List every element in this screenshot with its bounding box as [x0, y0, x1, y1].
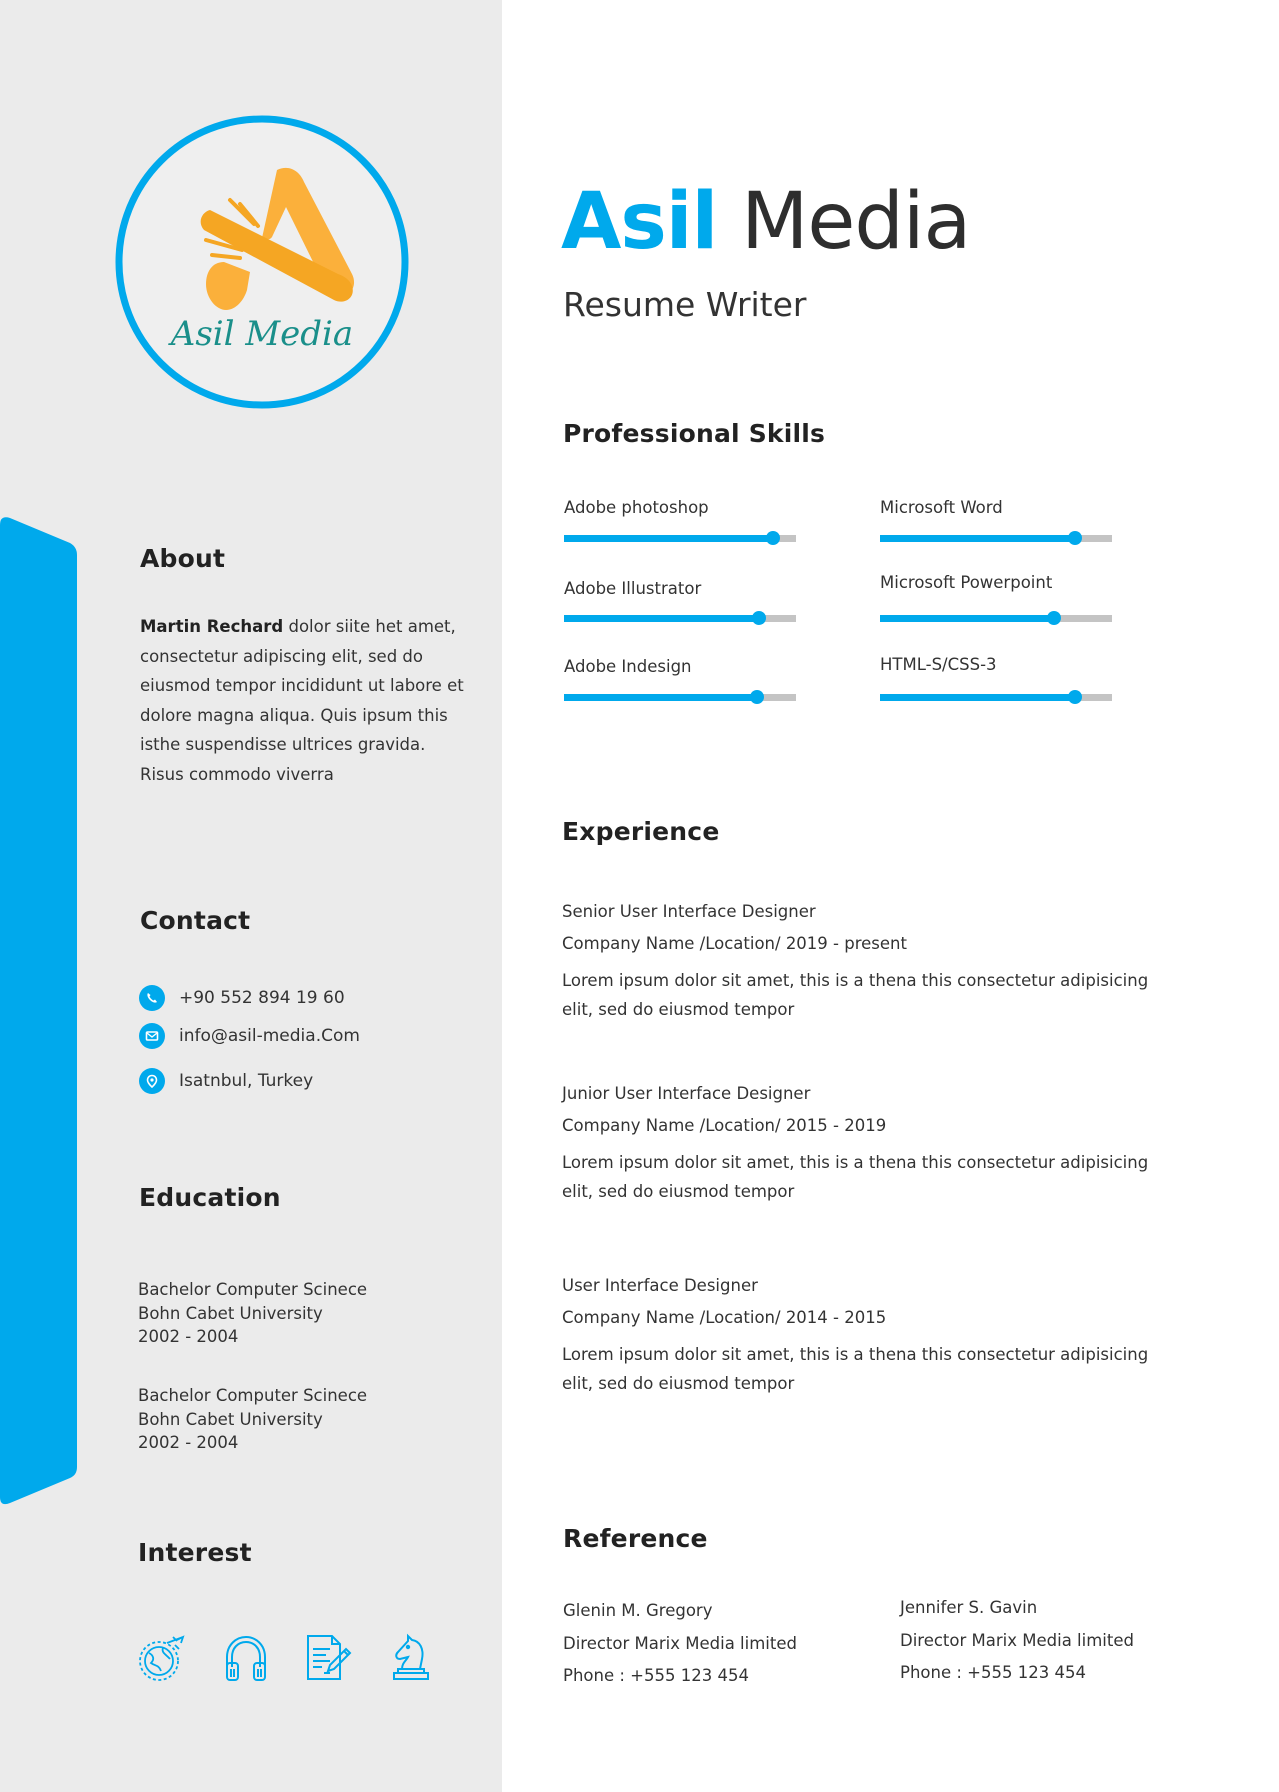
interest-heading: Interest [138, 1538, 252, 1567]
skill-bar-fill [880, 694, 1075, 701]
skill-bar [880, 535, 1112, 542]
logo [112, 112, 412, 412]
skill-bar-knob [750, 690, 764, 704]
accent-tab [0, 515, 80, 1507]
logo-text: Asil Media [170, 314, 354, 354]
reference-title: Director Marix Media limited [900, 1630, 1134, 1650]
reference-item [900, 1592, 1134, 1690]
experience-description: Lorem ipsum dolor sit amet, this is a thena this consectetur adipisicing elit, sed do eiusmod tempor [562, 1153, 1149, 1201]
writing-document-icon [304, 1633, 354, 1683]
contact-phone[interactable] [139, 985, 345, 1011]
skill-bar-knob [1047, 611, 1061, 625]
contact-location-text: Isatnbul, Turkey [179, 1071, 314, 1091]
skill-bar [564, 615, 796, 622]
skill-bar [564, 535, 796, 542]
chess-knight-icon [386, 1633, 436, 1683]
experience-item [562, 1270, 1182, 1398]
experience-item [562, 896, 1182, 1024]
title-first: Asil [561, 177, 718, 267]
skill-bar [564, 694, 796, 701]
skill-bar-knob [766, 531, 780, 545]
phone-icon [139, 985, 165, 1011]
skills-heading: Professional Skills [563, 419, 826, 448]
reference-title: Director Marix Media limited [563, 1633, 797, 1653]
reference-name: Glenin M. Gregory [563, 1601, 713, 1620]
skill-label: Adobe photoshop [564, 498, 709, 517]
experience-item [562, 1078, 1182, 1206]
education-school: Bohn Cabet University [138, 1303, 323, 1323]
reference-name: Jennifer S. Gavin [900, 1598, 1038, 1617]
contact-heading: Contact [140, 906, 251, 935]
about-text [140, 612, 470, 789]
job-title: Resume Writer [563, 285, 807, 324]
headphones-icon [221, 1633, 271, 1683]
contact-email[interactable] [139, 1023, 360, 1049]
skill-bar-knob [1068, 531, 1082, 545]
title-second: Media [741, 177, 971, 267]
experience-heading: Experience [562, 817, 720, 846]
skill-bar-knob [1068, 690, 1082, 704]
education-years: 2002 - 2004 [138, 1327, 239, 1346]
email-icon [139, 1023, 165, 1049]
education-heading: Education [139, 1183, 281, 1212]
skill-label: Microsoft Word [880, 498, 1003, 517]
contact-location [139, 1068, 313, 1094]
reference-phone: Phone : +555 123 454 [563, 1666, 749, 1685]
experience-role: Junior User Interface Designer [562, 1084, 811, 1103]
skill-label: Microsoft Powerpoint [880, 573, 1053, 592]
education-degree: Bachelor Computer Scinece [138, 1280, 368, 1299]
skill-bar-fill [880, 615, 1054, 622]
about-body: dolor siite het amet, consectetur adipiscing elit, sed do eiusmod tempor incididunt ut labore et dolore magna aliqua. Quis ipsum this isthe suspendisse ultrices gravida. Risus commodo viverra [140, 617, 464, 784]
about-heading: About [140, 544, 226, 573]
reference-heading: Reference [563, 1524, 708, 1553]
location-icon [139, 1068, 165, 1094]
skill-label: Adobe Indesign [564, 657, 692, 676]
education-item [138, 1278, 367, 1349]
contact-phone-text: +90 552 894 19 60 [179, 988, 345, 1008]
education-years: 2002 - 2004 [138, 1433, 239, 1452]
skill-label: Adobe Illustrator [564, 579, 702, 598]
contact-email-text: info@asil-media.Com [179, 1026, 360, 1046]
logo-ring [119, 119, 405, 405]
education-degree: Bachelor Computer Scinece [138, 1386, 368, 1405]
experience-company: Company Name /Location/ 2015 - 2019 [562, 1116, 887, 1135]
skill-bar-fill [564, 694, 757, 701]
education-school: Bohn Cabet University [138, 1409, 323, 1429]
experience-company: Company Name /Location/ 2019 - present [562, 934, 907, 953]
skill-bar [880, 615, 1112, 622]
skill-bar-knob [752, 611, 766, 625]
skill-bar-fill [564, 615, 759, 622]
experience-description: Lorem ipsum dolor sit amet, this is a thena this consectetur adipisicing elit, sed do eiusmod tempor [562, 971, 1149, 1019]
skill-bar-fill [564, 535, 773, 542]
experience-description: Lorem ipsum dolor sit amet, this is a thena this consectetur adipisicing elit, sed do eiusmod tempor [562, 1345, 1149, 1393]
education-item [138, 1384, 367, 1455]
about-name: Martin Rechard [140, 617, 284, 636]
page-title [561, 177, 971, 267]
reference-phone: Phone : +555 123 454 [900, 1663, 1086, 1682]
reference-item [563, 1595, 797, 1693]
skill-bar-fill [880, 535, 1075, 542]
experience-company: Company Name /Location/ 2014 - 2015 [562, 1308, 887, 1327]
experience-role: User Interface Designer [562, 1276, 758, 1295]
experience-role: Senior User Interface Designer [562, 902, 816, 921]
skill-label: HTML-S/CSS-3 [880, 655, 997, 674]
travel-globe-icon [137, 1633, 187, 1683]
skill-bar [880, 694, 1112, 701]
